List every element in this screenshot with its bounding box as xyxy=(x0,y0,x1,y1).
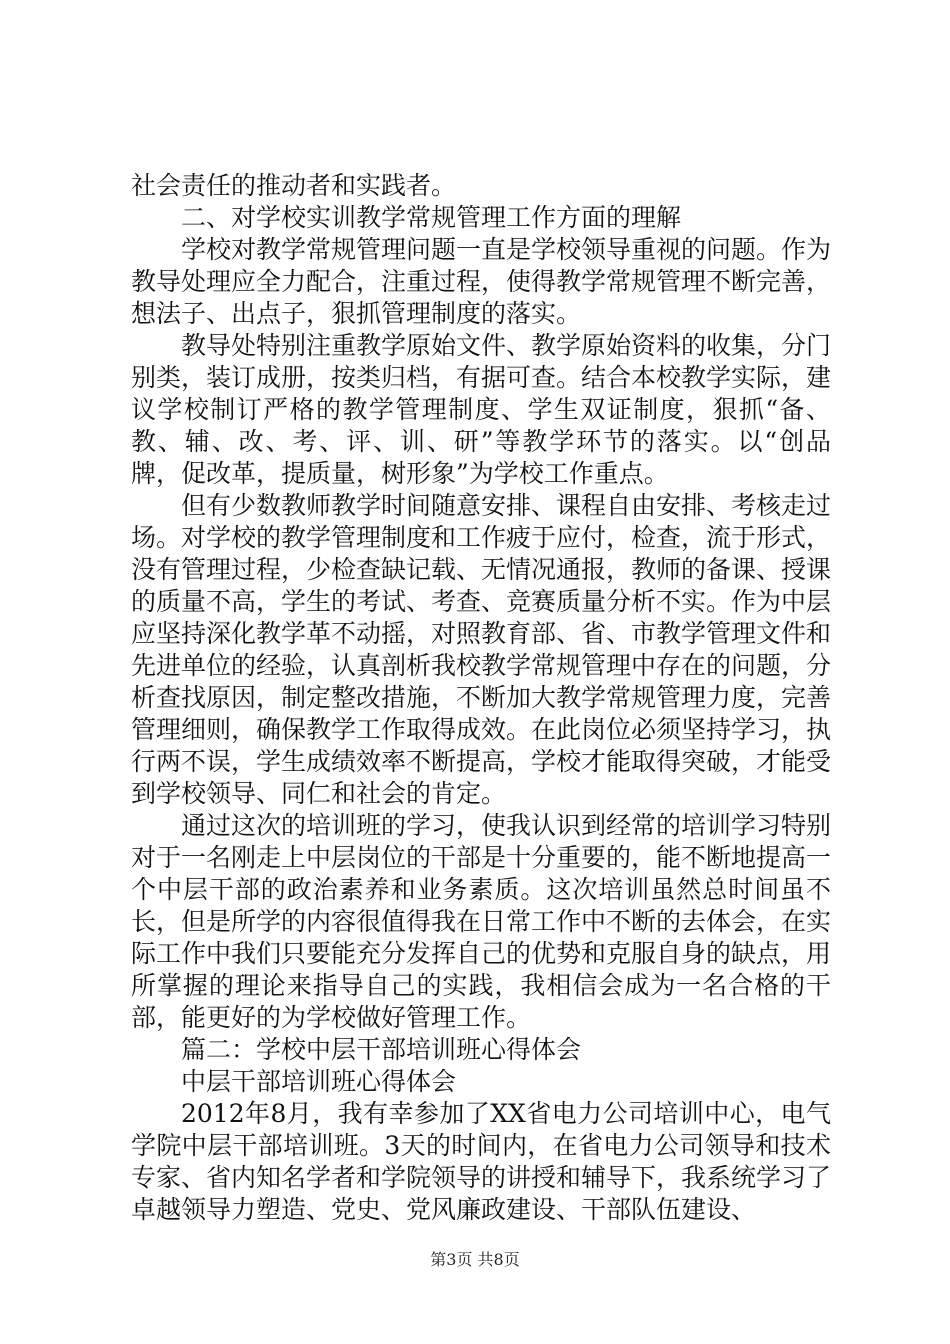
page-footer xyxy=(0,1250,950,1270)
paragraph: 但有少数教师教学时间随意安排、课程自由安排、考核走过场。对学校的教学管理制度和工作疲于应付，检查，流于形式，没有管理过程，少检查缺记载、无情况通报，教师的备课、授课的质量不高，学生的考试、考查、竞赛质量分析不实。作为中层应坚持深化教学革不动摇，对照教育部、省、市教学管理文件和先进单位的经验，认真剖析我校教学常规管理中存在的问题，分析查找原因，制定整改措施，不断加大教学常规管理力度，完善管理细则，确保教学工作取得成效。在此岗位必须坚持学习，执行两不误，学生成绩效率不断提高，学校才能取得突破，才能受到学校领导、同仁和社会的肯定。 xyxy=(131,491,832,808)
page-number: 第3页 xyxy=(430,1250,473,1269)
article-title: 中层干部培训班心得体会 xyxy=(181,1067,457,1096)
paragraph: 学校对教学常规管理问题一直是学校领导重视的问题。作为教导处理应全力配合，注重过程，使得教学常规管理不断完善，想法子、出点子，狠抓管理制度的落实。 xyxy=(131,235,832,328)
paragraph: 2012年8月，我有幸参加了XX省电力公司培训中心，电气学院中层干部培训班。3天的时间内，在省电力公司领导和技术专家、省内知名学者和学院领导的讲授和辅导下，我系统学习了卓越领导力塑造、党史、党风廉政建设、干部队伍建设、 xyxy=(131,1099,832,1224)
document-body xyxy=(131,170,831,1226)
paragraph: 社会责任的推动者和实践者。 xyxy=(131,171,457,200)
page-total: 共8页 xyxy=(477,1250,520,1269)
section-heading: 二、对学校实训教学常规管理工作方面的理解 xyxy=(181,203,682,232)
article-heading: 篇二：学校中层干部培训班心得体会 xyxy=(181,1035,582,1064)
paragraph: 教导处特别注重教学原始文件、教学原始资料的收集，分门别类，装订成册，按类归档，有据可查。结合本校教学实际，建议学校制订严格的教学管理制度、学生双证制度，狠抓“备、教、辅、改、考、评、训、研”等教学环节的落实。以“创品牌，促改革，提质量，树形象”为学校工作重点。 xyxy=(131,331,832,488)
paragraph: 通过这次的培训班的学习，使我认识到经常的培训学习特别对于一名刚走上中层岗位的干部是十分重要的，能不断地提高一个中层干部的政治素养和业务素质。这次培训虽然总时间虽不长，但是所学的内容很值得我在日常工作中不断的去体会，在实际工作中我们只要能充分发挥自己的优势和克服自身的缺点，用所掌握的理论来指导自己的实践，我相信会成为一名合格的干部，能更好的为学校做好管理工作。 xyxy=(131,811,832,1032)
